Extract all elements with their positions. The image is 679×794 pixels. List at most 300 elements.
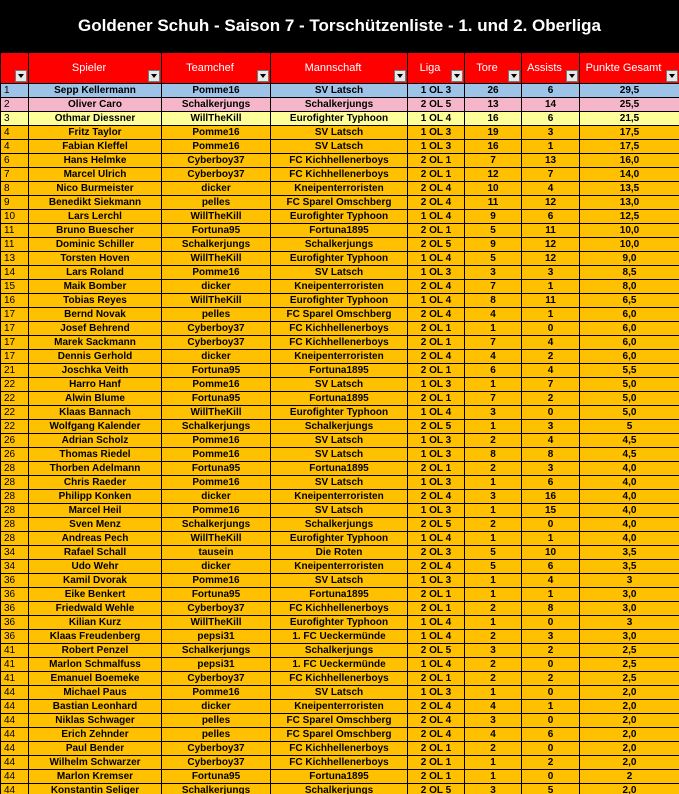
- points-cell[interactable]: 5,0: [580, 378, 679, 392]
- teamchef-cell[interactable]: Pomme16: [162, 476, 271, 490]
- player-cell[interactable]: Paul Bender: [29, 742, 162, 756]
- points-cell[interactable]: 10,0: [580, 224, 679, 238]
- assists-cell[interactable]: 2: [522, 350, 580, 364]
- goals-cell[interactable]: 8: [465, 448, 522, 462]
- teamchef-cell[interactable]: tausein: [162, 546, 271, 560]
- league-cell[interactable]: 1 OL 3: [408, 266, 465, 280]
- table-row[interactable]: [1, 714, 679, 728]
- player-cell[interactable]: Thomas Riedel: [29, 448, 162, 462]
- assists-cell[interactable]: 1: [522, 140, 580, 154]
- team-cell[interactable]: Eurofighter Typhoon: [271, 532, 408, 546]
- teamchef-cell[interactable]: pepsi31: [162, 630, 271, 644]
- league-cell[interactable]: 1 OL 3: [408, 574, 465, 588]
- team-cell[interactable]: Schalkerjungs: [271, 644, 408, 658]
- table-row[interactable]: [1, 112, 679, 126]
- filter-dropdown-icon[interactable]: [257, 70, 269, 82]
- assists-cell[interactable]: 11: [522, 224, 580, 238]
- table-row[interactable]: [1, 742, 679, 756]
- assists-cell[interactable]: 8: [522, 602, 580, 616]
- team-cell[interactable]: Fortuna1895: [271, 224, 408, 238]
- table-row[interactable]: [1, 644, 679, 658]
- goals-cell[interactable]: 3: [465, 784, 522, 794]
- goals-cell[interactable]: 3: [465, 490, 522, 504]
- league-cell[interactable]: 2 OL 1: [408, 588, 465, 602]
- goals-cell[interactable]: 1: [465, 420, 522, 434]
- goals-cell[interactable]: 7: [465, 154, 522, 168]
- teamchef-cell[interactable]: dicker: [162, 490, 271, 504]
- league-cell[interactable]: 2 OL 1: [408, 462, 465, 476]
- goals-cell[interactable]: 2: [465, 518, 522, 532]
- table-row[interactable]: [1, 238, 679, 252]
- rank-cell[interactable]: 11: [1, 224, 29, 238]
- player-cell[interactable]: Marcel Heil: [29, 504, 162, 518]
- table-row[interactable]: [1, 546, 679, 560]
- league-cell[interactable]: 2 OL 1: [408, 672, 465, 686]
- table-row[interactable]: [1, 280, 679, 294]
- teamchef-cell[interactable]: Cyberboy37: [162, 742, 271, 756]
- table-row[interactable]: [1, 336, 679, 350]
- rank-cell[interactable]: 34: [1, 546, 29, 560]
- rank-cell[interactable]: 17: [1, 308, 29, 322]
- points-cell[interactable]: 13,5: [580, 182, 679, 196]
- league-cell[interactable]: 1 OL 4: [408, 252, 465, 266]
- rank-cell[interactable]: 9: [1, 196, 29, 210]
- table-row[interactable]: [1, 210, 679, 224]
- player-cell[interactable]: Harro Hanf: [29, 378, 162, 392]
- rank-cell[interactable]: 15: [1, 280, 29, 294]
- league-cell[interactable]: 2 OL 1: [408, 224, 465, 238]
- team-cell[interactable]: Eurofighter Typhoon: [271, 406, 408, 420]
- table-row[interactable]: [1, 406, 679, 420]
- player-cell[interactable]: Othmar Diessner: [29, 112, 162, 126]
- goals-cell[interactable]: 1: [465, 476, 522, 490]
- league-cell[interactable]: 2 OL 1: [408, 322, 465, 336]
- teamchef-cell[interactable]: Pomme16: [162, 378, 271, 392]
- player-cell[interactable]: Wolfgang Kalender: [29, 420, 162, 434]
- rank-cell[interactable]: 28: [1, 518, 29, 532]
- league-cell[interactable]: 2 OL 3: [408, 546, 465, 560]
- player-cell[interactable]: Marcel Ulrich: [29, 168, 162, 182]
- points-cell[interactable]: 3,5: [580, 546, 679, 560]
- points-cell[interactable]: 5,0: [580, 406, 679, 420]
- league-cell[interactable]: 1 OL 3: [408, 504, 465, 518]
- league-cell[interactable]: 2 OL 4: [408, 714, 465, 728]
- player-cell[interactable]: Maik Bomber: [29, 280, 162, 294]
- goals-cell[interactable]: 16: [465, 140, 522, 154]
- points-cell[interactable]: 12,5: [580, 210, 679, 224]
- table-row[interactable]: [1, 168, 679, 182]
- player-cell[interactable]: Marlon Schmalfuss: [29, 658, 162, 672]
- points-cell[interactable]: 4,0: [580, 504, 679, 518]
- goals-cell[interactable]: 8: [465, 294, 522, 308]
- assists-cell[interactable]: 0: [522, 322, 580, 336]
- filter-dropdown-icon[interactable]: [508, 70, 520, 82]
- team-cell[interactable]: SV Latsch: [271, 448, 408, 462]
- table-row[interactable]: [1, 616, 679, 630]
- teamchef-cell[interactable]: Schalkerjungs: [162, 238, 271, 252]
- player-cell[interactable]: Friedwald Wehle: [29, 602, 162, 616]
- teamchef-cell[interactable]: Schalkerjungs: [162, 644, 271, 658]
- team-cell[interactable]: FC Sparel Omschberg: [271, 196, 408, 210]
- points-cell[interactable]: 4,0: [580, 462, 679, 476]
- goals-cell[interactable]: 3: [465, 406, 522, 420]
- player-cell[interactable]: Emanuel Boemeke: [29, 672, 162, 686]
- table-row[interactable]: [1, 224, 679, 238]
- league-cell[interactable]: 1 OL 3: [408, 686, 465, 700]
- team-cell[interactable]: Fortuna1895: [271, 462, 408, 476]
- points-cell[interactable]: 4,5: [580, 434, 679, 448]
- points-cell[interactable]: 6,0: [580, 322, 679, 336]
- team-cell[interactable]: Eurofighter Typhoon: [271, 252, 408, 266]
- goals-cell[interactable]: 1: [465, 574, 522, 588]
- assists-cell[interactable]: 0: [522, 518, 580, 532]
- league-cell[interactable]: 2 OL 4: [408, 728, 465, 742]
- table-row[interactable]: [1, 434, 679, 448]
- league-cell[interactable]: 1 OL 4: [408, 112, 465, 126]
- teamchef-cell[interactable]: WillTheKill: [162, 210, 271, 224]
- team-cell[interactable]: Fortuna1895: [271, 588, 408, 602]
- table-row[interactable]: [1, 154, 679, 168]
- rank-cell[interactable]: 1: [1, 84, 29, 98]
- teamchef-cell[interactable]: Pomme16: [162, 686, 271, 700]
- points-cell[interactable]: 3,0: [580, 602, 679, 616]
- league-cell[interactable]: 2 OL 1: [408, 168, 465, 182]
- teamchef-cell[interactable]: dicker: [162, 182, 271, 196]
- player-cell[interactable]: Benedikt Siekmann: [29, 196, 162, 210]
- assists-cell[interactable]: 0: [522, 658, 580, 672]
- goals-cell[interactable]: 3: [465, 266, 522, 280]
- teamchef-cell[interactable]: Fortuna95: [162, 364, 271, 378]
- points-cell[interactable]: 16,0: [580, 154, 679, 168]
- table-row[interactable]: [1, 294, 679, 308]
- league-cell[interactable]: 2 OL 1: [408, 602, 465, 616]
- player-cell[interactable]: Bastian Leonhard: [29, 700, 162, 714]
- header-tore[interactable]: Tore: [465, 53, 522, 84]
- table-row[interactable]: [1, 448, 679, 462]
- team-cell[interactable]: FC Kichhellenerboys: [271, 322, 408, 336]
- league-cell[interactable]: 2 OL 1: [408, 154, 465, 168]
- assists-cell[interactable]: 0: [522, 616, 580, 630]
- points-cell[interactable]: 3: [580, 574, 679, 588]
- teamchef-cell[interactable]: WillTheKill: [162, 112, 271, 126]
- league-cell[interactable]: 1 OL 3: [408, 476, 465, 490]
- assists-cell[interactable]: 3: [522, 630, 580, 644]
- team-cell[interactable]: FC Kichhellenerboys: [271, 742, 408, 756]
- assists-cell[interactable]: 15: [522, 504, 580, 518]
- teamchef-cell[interactable]: dicker: [162, 700, 271, 714]
- goals-cell[interactable]: 1: [465, 616, 522, 630]
- table-row[interactable]: [1, 504, 679, 518]
- points-cell[interactable]: 4,0: [580, 532, 679, 546]
- assists-cell[interactable]: 6: [522, 84, 580, 98]
- league-cell[interactable]: 1 OL 4: [408, 658, 465, 672]
- goals-cell[interactable]: 2: [465, 658, 522, 672]
- player-cell[interactable]: Marek Sackmann: [29, 336, 162, 350]
- assists-cell[interactable]: 0: [522, 686, 580, 700]
- teamchef-cell[interactable]: Pomme16: [162, 266, 271, 280]
- assists-cell[interactable]: 8: [522, 448, 580, 462]
- rank-cell[interactable]: 44: [1, 700, 29, 714]
- teamchef-cell[interactable]: Schalkerjungs: [162, 420, 271, 434]
- points-cell[interactable]: 4,5: [580, 448, 679, 462]
- league-cell[interactable]: 1 OL 4: [408, 616, 465, 630]
- player-cell[interactable]: Fritz Taylor: [29, 126, 162, 140]
- goals-cell[interactable]: 7: [465, 280, 522, 294]
- assists-cell[interactable]: 4: [522, 364, 580, 378]
- league-cell[interactable]: 2 OL 5: [408, 238, 465, 252]
- league-cell[interactable]: 2 OL 4: [408, 280, 465, 294]
- points-cell[interactable]: 4,0: [580, 490, 679, 504]
- player-cell[interactable]: Robert Penzel: [29, 644, 162, 658]
- league-cell[interactable]: 2 OL 4: [408, 560, 465, 574]
- team-cell[interactable]: Kneipenterroristen: [271, 700, 408, 714]
- header-spieler[interactable]: Spieler: [29, 53, 162, 84]
- teamchef-cell[interactable]: dicker: [162, 560, 271, 574]
- rank-cell[interactable]: 8: [1, 182, 29, 196]
- rank-cell[interactable]: 44: [1, 714, 29, 728]
- filter-dropdown-icon[interactable]: [451, 70, 463, 82]
- assists-cell[interactable]: 2: [522, 644, 580, 658]
- league-cell[interactable]: 1 OL 3: [408, 448, 465, 462]
- league-cell[interactable]: 1 OL 3: [408, 84, 465, 98]
- rank-cell[interactable]: 41: [1, 644, 29, 658]
- player-cell[interactable]: Thorben Adelmann: [29, 462, 162, 476]
- goals-cell[interactable]: 7: [465, 336, 522, 350]
- teamchef-cell[interactable]: Pomme16: [162, 448, 271, 462]
- teamchef-cell[interactable]: Fortuna95: [162, 392, 271, 406]
- rank-cell[interactable]: 10: [1, 210, 29, 224]
- rank-cell[interactable]: 22: [1, 378, 29, 392]
- league-cell[interactable]: 2 OL 1: [408, 756, 465, 770]
- player-cell[interactable]: Niklas Schwager: [29, 714, 162, 728]
- teamchef-cell[interactable]: Cyberboy37: [162, 672, 271, 686]
- league-cell[interactable]: 2 OL 4: [408, 490, 465, 504]
- points-cell[interactable]: 2,0: [580, 756, 679, 770]
- league-cell[interactable]: 2 OL 1: [408, 742, 465, 756]
- points-cell[interactable]: 9,0: [580, 252, 679, 266]
- goals-cell[interactable]: 9: [465, 238, 522, 252]
- player-cell[interactable]: Torsten Hoven: [29, 252, 162, 266]
- team-cell[interactable]: 1. FC Ueckermünde: [271, 630, 408, 644]
- rank-cell[interactable]: 44: [1, 728, 29, 742]
- teamchef-cell[interactable]: Pomme16: [162, 140, 271, 154]
- assists-cell[interactable]: 12: [522, 238, 580, 252]
- header-punkte-gesamt[interactable]: Punkte Gesamt: [580, 53, 679, 84]
- player-cell[interactable]: Oliver Caro: [29, 98, 162, 112]
- teamchef-cell[interactable]: WillTheKill: [162, 252, 271, 266]
- league-cell[interactable]: 2 OL 5: [408, 518, 465, 532]
- goals-cell[interactable]: 4: [465, 728, 522, 742]
- player-cell[interactable]: Kilian Kurz: [29, 616, 162, 630]
- table-row[interactable]: [1, 784, 679, 794]
- league-cell[interactable]: 1 OL 4: [408, 532, 465, 546]
- teamchef-cell[interactable]: Cyberboy37: [162, 168, 271, 182]
- player-cell[interactable]: Lars Lerchl: [29, 210, 162, 224]
- points-cell[interactable]: 3,5: [580, 560, 679, 574]
- player-cell[interactable]: Nico Burmeister: [29, 182, 162, 196]
- goals-cell[interactable]: 1: [465, 504, 522, 518]
- points-cell[interactable]: 6,0: [580, 336, 679, 350]
- teamchef-cell[interactable]: Schalkerjungs: [162, 98, 271, 112]
- player-cell[interactable]: Chris Raeder: [29, 476, 162, 490]
- points-cell[interactable]: 14,0: [580, 168, 679, 182]
- player-cell[interactable]: Dennis Gerhold: [29, 350, 162, 364]
- player-cell[interactable]: Adrian Scholz: [29, 434, 162, 448]
- table-row[interactable]: [1, 588, 679, 602]
- assists-cell[interactable]: 3: [522, 126, 580, 140]
- assists-cell[interactable]: 14: [522, 98, 580, 112]
- player-cell[interactable]: Tobias Reyes: [29, 294, 162, 308]
- rank-cell[interactable]: 7: [1, 168, 29, 182]
- header-mannschaft[interactable]: Mannschaft: [271, 53, 408, 84]
- table-row[interactable]: [1, 602, 679, 616]
- team-cell[interactable]: Kneipenterroristen: [271, 280, 408, 294]
- goals-cell[interactable]: 10: [465, 182, 522, 196]
- points-cell[interactable]: 2,5: [580, 658, 679, 672]
- team-cell[interactable]: FC Sparel Omschberg: [271, 714, 408, 728]
- table-row[interactable]: [1, 252, 679, 266]
- rank-cell[interactable]: 22: [1, 392, 29, 406]
- player-cell[interactable]: Joschka Veith: [29, 364, 162, 378]
- table-row[interactable]: [1, 140, 679, 154]
- rank-cell[interactable]: 16: [1, 294, 29, 308]
- player-cell[interactable]: Marlon Kremser: [29, 770, 162, 784]
- team-cell[interactable]: Schalkerjungs: [271, 518, 408, 532]
- rank-cell[interactable]: 17: [1, 336, 29, 350]
- goals-cell[interactable]: 1: [465, 322, 522, 336]
- goals-cell[interactable]: 2: [465, 630, 522, 644]
- team-cell[interactable]: FC Kichhellenerboys: [271, 756, 408, 770]
- teamchef-cell[interactable]: Pomme16: [162, 504, 271, 518]
- goals-cell[interactable]: 1: [465, 378, 522, 392]
- player-cell[interactable]: Kamil Dvorak: [29, 574, 162, 588]
- teamchef-cell[interactable]: Pomme16: [162, 126, 271, 140]
- teamchef-cell[interactable]: Fortuna95: [162, 224, 271, 238]
- table-row[interactable]: [1, 728, 679, 742]
- player-cell[interactable]: Alwin Blume: [29, 392, 162, 406]
- table-row[interactable]: [1, 756, 679, 770]
- goals-cell[interactable]: 2: [465, 602, 522, 616]
- rank-cell[interactable]: 14: [1, 266, 29, 280]
- goals-cell[interactable]: 2: [465, 742, 522, 756]
- points-cell[interactable]: 2,0: [580, 742, 679, 756]
- assists-cell[interactable]: 1: [522, 532, 580, 546]
- rank-cell[interactable]: 17: [1, 350, 29, 364]
- rank-cell[interactable]: 44: [1, 784, 29, 794]
- rank-cell[interactable]: 4: [1, 126, 29, 140]
- team-cell[interactable]: 1. FC Ueckermünde: [271, 658, 408, 672]
- table-row[interactable]: [1, 364, 679, 378]
- league-cell[interactable]: 2 OL 4: [408, 700, 465, 714]
- teamchef-cell[interactable]: WillTheKill: [162, 616, 271, 630]
- league-cell[interactable]: 2 OL 1: [408, 392, 465, 406]
- points-cell[interactable]: 6,5: [580, 294, 679, 308]
- goals-cell[interactable]: 4: [465, 350, 522, 364]
- points-cell[interactable]: 2,0: [580, 686, 679, 700]
- goals-cell[interactable]: 3: [465, 644, 522, 658]
- table-row[interactable]: [1, 658, 679, 672]
- table-row[interactable]: [1, 560, 679, 574]
- assists-cell[interactable]: 4: [522, 336, 580, 350]
- table-row[interactable]: [1, 672, 679, 686]
- team-cell[interactable]: Fortuna1895: [271, 392, 408, 406]
- goals-cell[interactable]: 5: [465, 224, 522, 238]
- goals-cell[interactable]: 5: [465, 546, 522, 560]
- player-cell[interactable]: Sepp Kellermann: [29, 84, 162, 98]
- table-row[interactable]: [1, 266, 679, 280]
- assists-cell[interactable]: 6: [522, 210, 580, 224]
- league-cell[interactable]: 1 OL 3: [408, 434, 465, 448]
- league-cell[interactable]: 1 OL 3: [408, 378, 465, 392]
- team-cell[interactable]: SV Latsch: [271, 434, 408, 448]
- team-cell[interactable]: FC Kichhellenerboys: [271, 672, 408, 686]
- teamchef-cell[interactable]: pepsi31: [162, 658, 271, 672]
- goals-cell[interactable]: 5: [465, 560, 522, 574]
- assists-cell[interactable]: 11: [522, 294, 580, 308]
- goals-cell[interactable]: 2: [465, 672, 522, 686]
- points-cell[interactable]: 21,5: [580, 112, 679, 126]
- league-cell[interactable]: 2 OL 4: [408, 308, 465, 322]
- teamchef-cell[interactable]: Cyberboy37: [162, 322, 271, 336]
- player-cell[interactable]: Bruno Buescher: [29, 224, 162, 238]
- filter-dropdown-icon[interactable]: [15, 70, 27, 82]
- rank-cell[interactable]: 28: [1, 476, 29, 490]
- teamchef-cell[interactable]: Cyberboy37: [162, 602, 271, 616]
- rank-cell[interactable]: 2: [1, 98, 29, 112]
- goals-cell[interactable]: 2: [465, 462, 522, 476]
- player-cell[interactable]: Josef Behrend: [29, 322, 162, 336]
- filter-dropdown-icon[interactable]: [666, 70, 678, 82]
- table-row[interactable]: [1, 322, 679, 336]
- rank-cell[interactable]: 44: [1, 686, 29, 700]
- header-rank[interactable]: [1, 53, 29, 84]
- league-cell[interactable]: 2 OL 5: [408, 98, 465, 112]
- player-cell[interactable]: Udo Wehr: [29, 560, 162, 574]
- team-cell[interactable]: Die Roten: [271, 546, 408, 560]
- rank-cell[interactable]: 28: [1, 462, 29, 476]
- table-row[interactable]: [1, 532, 679, 546]
- assists-cell[interactable]: 7: [522, 168, 580, 182]
- goals-cell[interactable]: 9: [465, 210, 522, 224]
- assists-cell[interactable]: 12: [522, 252, 580, 266]
- points-cell[interactable]: 8,5: [580, 266, 679, 280]
- teamchef-cell[interactable]: dicker: [162, 350, 271, 364]
- player-cell[interactable]: Fabian Kleffel: [29, 140, 162, 154]
- table-row[interactable]: [1, 770, 679, 784]
- assists-cell[interactable]: 6: [522, 112, 580, 126]
- goals-cell[interactable]: 4: [465, 308, 522, 322]
- player-cell[interactable]: Sven Menz: [29, 518, 162, 532]
- assists-cell[interactable]: 7: [522, 378, 580, 392]
- teamchef-cell[interactable]: Cyberboy37: [162, 336, 271, 350]
- points-cell[interactable]: 17,5: [580, 126, 679, 140]
- assists-cell[interactable]: 4: [522, 574, 580, 588]
- table-row[interactable]: [1, 378, 679, 392]
- team-cell[interactable]: SV Latsch: [271, 378, 408, 392]
- rank-cell[interactable]: 36: [1, 574, 29, 588]
- table-row[interactable]: [1, 476, 679, 490]
- table-row[interactable]: [1, 630, 679, 644]
- team-cell[interactable]: SV Latsch: [271, 686, 408, 700]
- assists-cell[interactable]: 1: [522, 308, 580, 322]
- team-cell[interactable]: SV Latsch: [271, 84, 408, 98]
- rank-cell[interactable]: 28: [1, 504, 29, 518]
- assists-cell[interactable]: 13: [522, 154, 580, 168]
- team-cell[interactable]: Schalkerjungs: [271, 98, 408, 112]
- assists-cell[interactable]: 10: [522, 546, 580, 560]
- player-cell[interactable]: Hans Helmke: [29, 154, 162, 168]
- goals-cell[interactable]: 2: [465, 434, 522, 448]
